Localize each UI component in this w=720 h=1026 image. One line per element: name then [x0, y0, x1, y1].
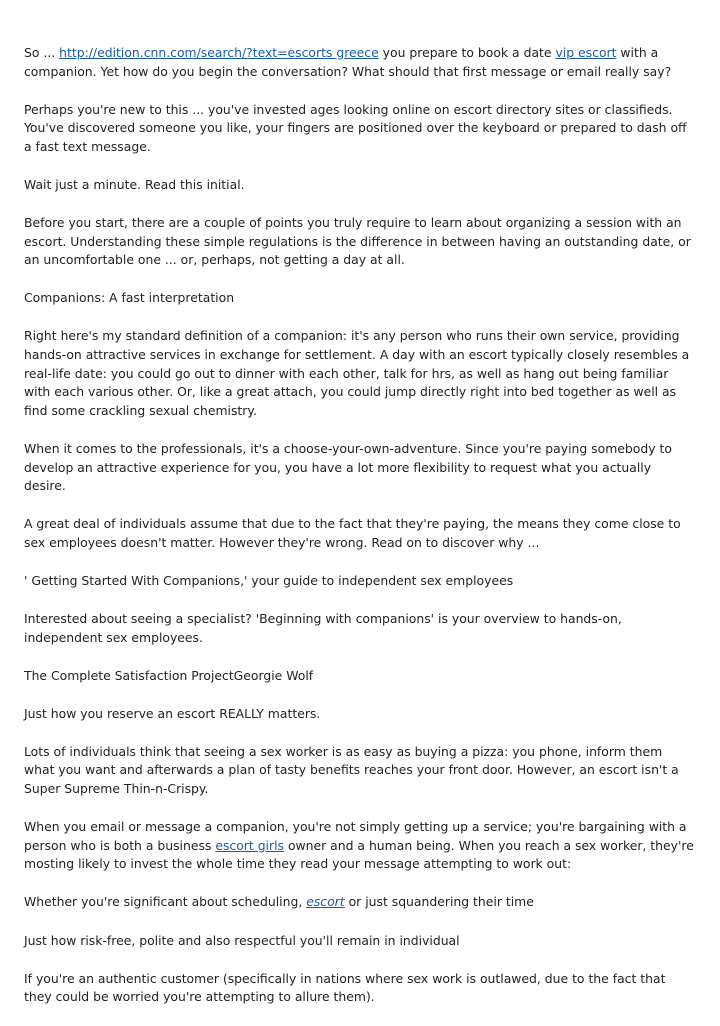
text-segment: you prepare to book a date [378, 45, 556, 60]
link-cnn-search[interactable]: http://edition.cnn.com/search/?text=escorts greece [59, 45, 379, 60]
paragraph-10 [24, 610, 696, 647]
paragraph-9 [24, 572, 696, 591]
text-segment: If you're an authentic customer (specifically in nations where sex work is outlawed, due to the fact that they could be worried you're attempting to allure them). [24, 970, 666, 1005]
text-segment: or just squandering their time [344, 894, 534, 910]
text-segment: with a companion. Yet how do you begin the conversation? What should that first message or email really say? [24, 45, 672, 79]
text-segment: Before you start, there are a couple of points you truly require to learn about organizing a session with an escort. Understanding these simple regulations is the difference in between having an outstanding date, or an uncomfortable one ... or, perhaps, not getting a day at all. [24, 215, 691, 268]
link-vip-escort[interactable]: vip escort [555, 45, 617, 60]
paragraph-2 [24, 101, 696, 157]
text-segment: Right here's my standard definition of a companion: it's any person who runs their own service, providing hands-on attractive services in exchange for settlement. A day with an escort typically closely resembles a real-life date: you could go out to dinner with each other, talk for hrs, as well as hang out being familiar with each various other. Or, like a great attach, you could jump directly right into bed together as well as find some crackling sexual chemistry. [24, 328, 690, 418]
paragraph-14 [24, 818, 696, 874]
paragraph-16 [24, 932, 696, 951]
paragraph-12 [24, 705, 696, 724]
paragraph-5 [24, 289, 696, 308]
text-segment: ' Getting Started With Companions,' your guide to independent sex employees [24, 572, 514, 588]
paragraph-6 [24, 327, 696, 420]
paragraph-7 [24, 440, 696, 496]
paragraph-4 [24, 214, 696, 270]
document-body [24, 44, 696, 1026]
text-segment: When it comes to the professionals, it's a choose-your-own-adventure. Since you're paying somebody to develop an attractive experience for you, you have a lot more flexibility to request what you actually desire. [24, 440, 672, 494]
link-escort-girls[interactable]: escort girls [215, 837, 284, 853]
text-segment: The Complete Satisfaction ProjectGeorgie Wolf [24, 667, 314, 683]
text-segment: Companions: A fast interpretation [24, 290, 235, 306]
text-segment: Just how you reserve an escort REALLY matters. [24, 705, 321, 721]
paragraph-13 [24, 743, 696, 799]
text-segment: Lots of individuals think that seeing a sex worker is as easy as buying a pizza: you phone, inform them what you want and afterwards a plan of tasty benefits reaches your front door. However, an escort isn't a Super Supreme Thin-n-Crispy. [24, 743, 679, 797]
paragraph-8 [24, 515, 696, 552]
text-segment: Just how risk-free, polite and also respectful you'll remain in individual [24, 932, 460, 948]
text-segment: Interested about seeing a specialist? 'Beginning with companions' is your overview to hands-on, independent sex employees. [24, 610, 622, 645]
text-segment: Perhaps you're new to this ... you've invested ages looking online on escort directory sites or classifieds. You've discovered someone you like, your fingers are positioned over the keyboard or prepared to dash off a fast text message. [24, 101, 687, 154]
text-segment: Whether you're significant about scheduling, [24, 894, 307, 910]
text-segment: owner and a human being. When you reach a sex worker, they're mosting likely to invest the whole time they read your message attempting to work out: [24, 837, 694, 872]
paragraph-17 [24, 970, 696, 1007]
paragraph-11 [24, 667, 696, 686]
paragraph-15 [24, 893, 696, 912]
paragraph-3 [24, 176, 696, 195]
text-segment: When you email or message a companion, you're not simply getting up a service; you're bargaining with a person who is both a business [24, 819, 687, 853]
text-segment: Wait just a minute. Read this initial. [24, 176, 245, 192]
text-segment: A great deal of individuals assume that due to the fact that they're paying, the means they come close to sex employees doesn't matter. However they're wrong. Read on to discover why ... [24, 516, 681, 550]
paragraph-1 [24, 44, 696, 81]
text-segment: So ... [24, 45, 60, 60]
link-escort[interactable]: escort [306, 894, 345, 910]
